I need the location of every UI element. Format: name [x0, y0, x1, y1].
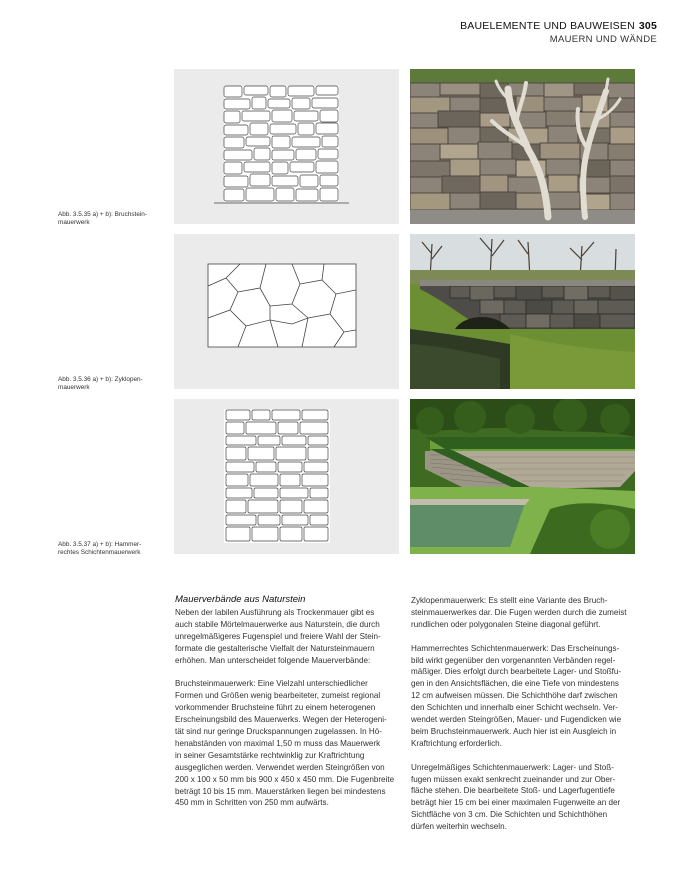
- caption-line: rechtes Schichtenmauerwerk: [58, 549, 141, 556]
- running-header: [460, 20, 657, 32]
- figure-caption-2: [58, 376, 168, 392]
- caption-line: mauerwerk: [58, 219, 90, 226]
- caption-line: Abb. 3.5.36 a) + b): Zyklopen-: [58, 376, 143, 383]
- photo-zyklopen-bridge: [410, 234, 635, 389]
- figure-caption-1: [58, 211, 168, 227]
- left-column: [175, 607, 396, 809]
- paragraph-unregelmaessiges-schichtenmauerwerk: Unregelmäßiges Schichtenmauerwerk: Lager- und Stoß- fugen müssen exakt senkrecht zueinander und zur Ober- fläche stehen. Die bearbeitete Stoß- und Lagerfugentiefe beträgt hier 15 cm bei einer maximalen Fugenweite an der Sichtfläche von 3 cm. Die Schichten und Schichthöhen dürfen weiterhin wechseln.: [411, 762, 621, 832]
- caption-line: mauerwerk: [58, 384, 90, 391]
- page-number: 305: [638, 20, 657, 32]
- drawing-hammerrechtes-schichtenmauerwerk: [174, 399, 399, 554]
- article-heading: Mauerverbände aus Naturstein: [175, 594, 306, 605]
- section-title: MAUERN UND WÄNDE: [549, 34, 657, 45]
- paragraph-bruchsteinmauerwerk: Bruchsteinmauerwerk: Eine Vielzahl unterschiedlicher Formen und Größen wenig bearbeiteter, zumeist regional vorkommender Bruchsteine führt zu einem heterogenen Erscheinungsbild des Mauerwerks. Wegen der Heterogeni- tät sind nur geringe Druckspannungen zugelassen. In Hö- henabständen von maximal 1,50 m muss das Mauerwerk in seiner Gesamtstärke rechtwinklig zur Kraftrichtung ausgeglichen werden. Verwendet werden Steingrößen von 200 x 100 x 50 mm bis 900 x 450 x 450 mm. Die Fugenbreite beträgt 10 bis 15 mm. Mauerstärken liegen bei mindestens 450 mm in Schritten von 250 mm aufwärts.: [175, 679, 395, 808]
- photo-schichtenmauerwerk-garden: [410, 399, 635, 554]
- caption-line: Abb. 3.5.37 a) + b): Hammer-: [58, 541, 142, 548]
- photo-bruchstein-wall: [410, 69, 635, 224]
- caption-line: Abb. 3.5.35 a) + b): Bruchstein-: [58, 211, 147, 218]
- right-column: [411, 595, 632, 833]
- figure-caption-3: [58, 541, 168, 557]
- drawing-bruchstein-mauerwerk: [174, 69, 399, 224]
- chapter-title: BAUELEMENTE UND BAUWEISEN: [460, 20, 635, 32]
- paragraph-zyklopenmauerwerk: Zyklopenmauerwerk: Es stellt eine Variante des Bruch- steinmauerwerkes dar. Die Fugen werden durch die zumeist rundlichen oder polygonalen Steine diagonal geführt.: [411, 596, 627, 629]
- drawing-zyklopen-mauerwerk: [174, 234, 399, 389]
- paragraph-intro: Neben der labilen Ausführung als Trockenmauer gibt es auch stabile Mörtelmauerwerke aus Naturstein, die durch unregelmäßigeres Fugenspiel und freiere Wahl der Stein- formate die gestalterische Vielfalt der Natursteinmauern erhöhen. Man unterscheidet folgende Mauerverbände:: [175, 608, 381, 665]
- paragraph-hammerrechtes-schichtenmauerwerk: Hammerrechtes Schichtenmauerwerk: Das Erscheinungs- bild wirkt gegenüber den vorgenannten Verbänden regel- mäßiger. Dies erfolgt durch bearbeitete Lager- und Stoßfu- gen in den Ansichtsflächen, die eine Tiefe von mindestens 12 cm aufweisen müssen. Die Schichthöhe darf zwischen den Schichten und innerhalb einer Schicht wechseln. Ver- wendet werden Steingrößen, Mauer- und Fugendicken wie beim Bruchsteinmauerwerk. Auch hier ist ein Ausgleich in Kraftrichtung erforderlich.: [411, 643, 622, 748]
